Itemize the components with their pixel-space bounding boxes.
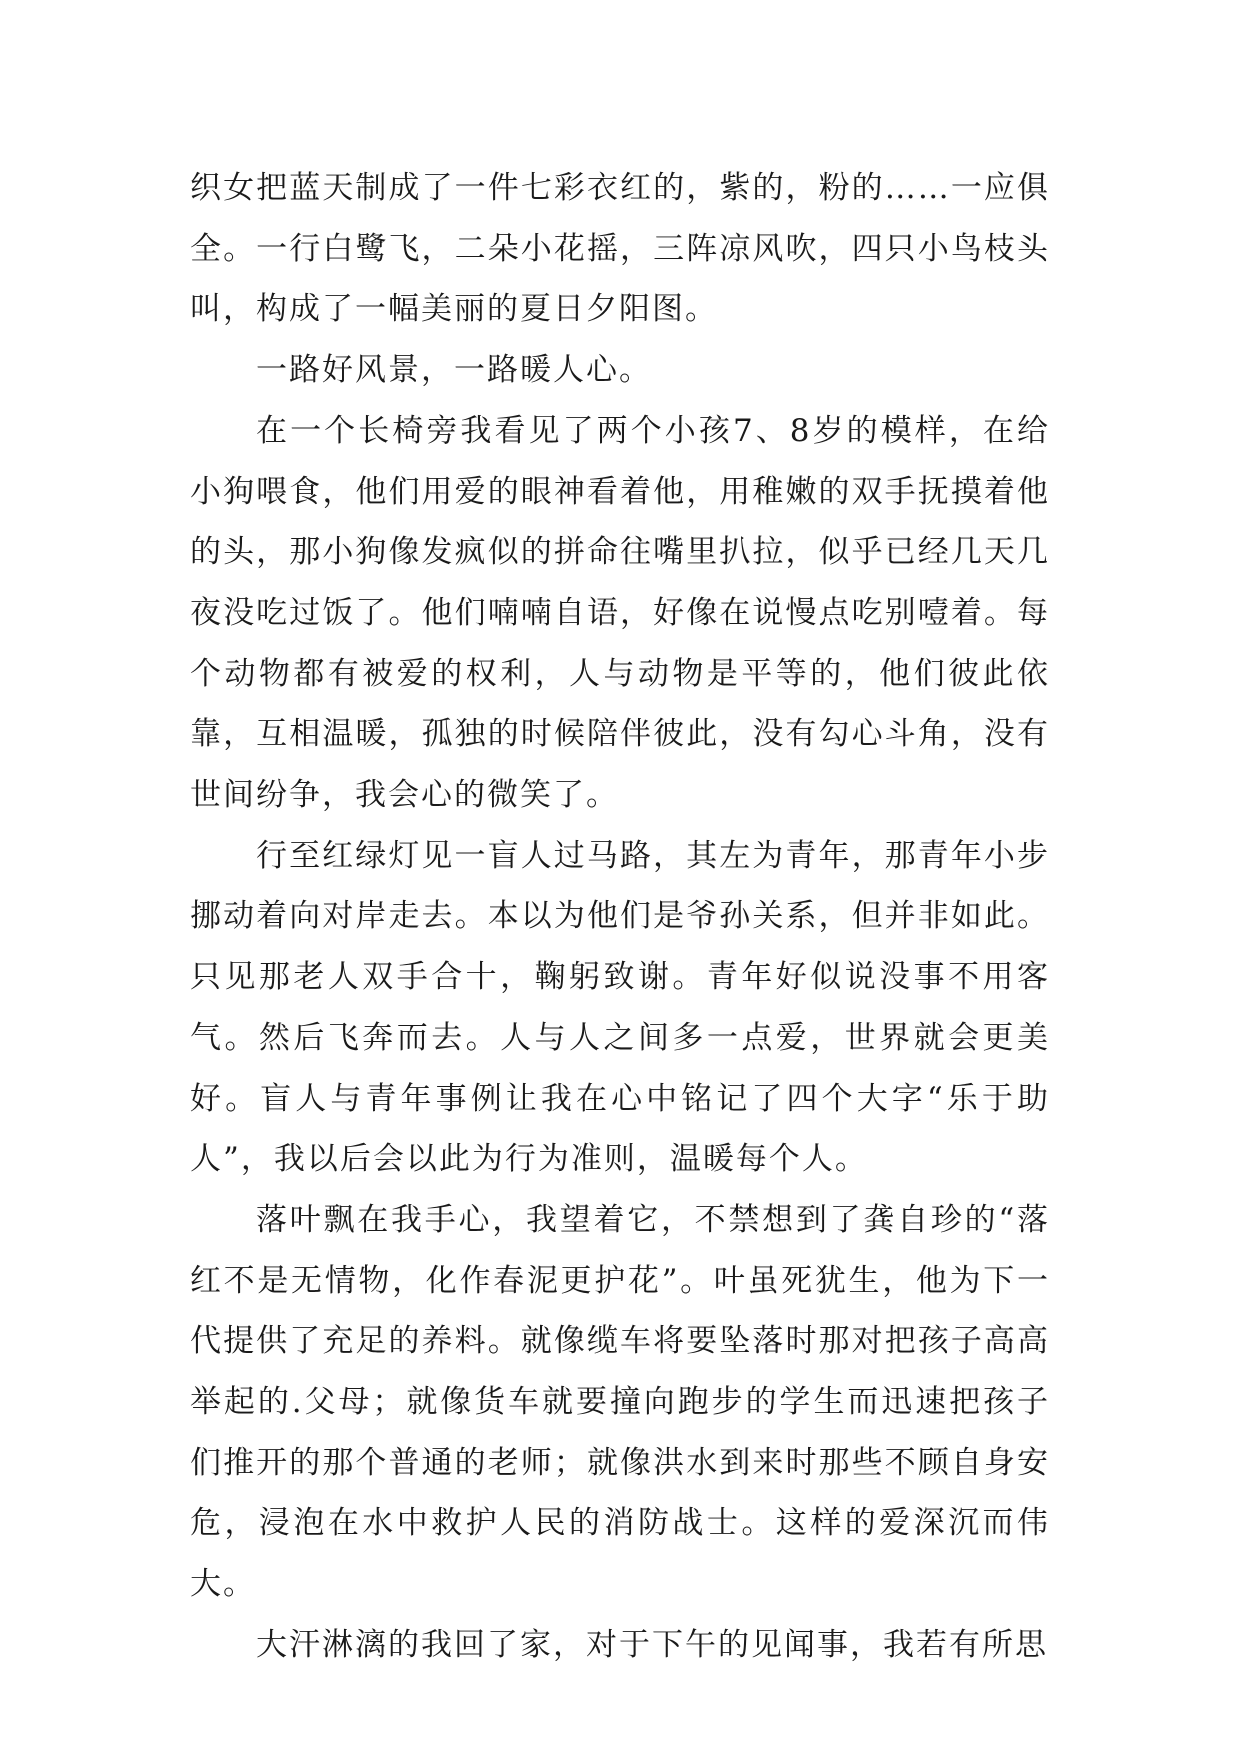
document-body bbox=[190, 158, 1050, 1676]
paragraph-6: 大汗淋漓的我回了家，对于下午的见闻事，我若有所思 bbox=[256, 1626, 1048, 1663]
paragraph-1: 织女把蓝天制成了一件七彩衣红的，紫的，粉的……一应俱全。一行白鹭飞，二朵小花摇，三阵凉风吹，四只小鸟枝头叫，构成了一幅美丽的夏日夕阳图。 bbox=[190, 170, 1050, 328]
paragraph-5: 落叶飘在我手心，我望着它，不禁想到了龚自珍的“落红不是无情物，化作春泥更护花”。叶虽死犹生，他为下一代提供了充足的养料。就像缆车将要坠落时那对把孩子高高举起的.父母；就像货车就要撞向跑步的学生而迅速把孩子们推开的那个普通的老师；就像洪水到来时那些不顾自身安危，浸泡在水中救护人民的消防战士。这样的爱深沉而伟大。 bbox=[190, 1201, 1050, 1603]
paragraph-3: 在一个长椅旁我看见了两个小孩7、8岁的模样，在给小狗喂食，他们用爱的眼神看着他，用稚嫩的双手抚摸着他的头，那小狗像发疯似的拼命往嘴里扒拉，似乎已经几天几夜没吃过饭了。他们喃喃自语，好像在说慢点吃别噎着。每个动物都有被爱的权利，人与动物是平等的，他们彼此依靠，互相温暖，孤独的时候陪伴彼此，没有勾心斗角，没有世间纷争，我会心的微笑了。 bbox=[190, 412, 1050, 814]
paragraph-4: 行至红绿灯见一盲人过马路，其左为青年，那青年小步挪动着向对岸走去。本以为他们是爷孙关系，但并非如此。只见那老人双手合十，鞠躬致谢。青年好似说没事不用客气。然后飞奔而去。人与人之间多一点爱，世界就会更美好。盲人与青年事例让我在心中铭记了四个大字“乐于助人”，我以后会以此为行为准则，温暖每个人。 bbox=[190, 837, 1050, 1178]
paragraph-2: 一路好风景，一路暖人心。 bbox=[256, 352, 652, 389]
